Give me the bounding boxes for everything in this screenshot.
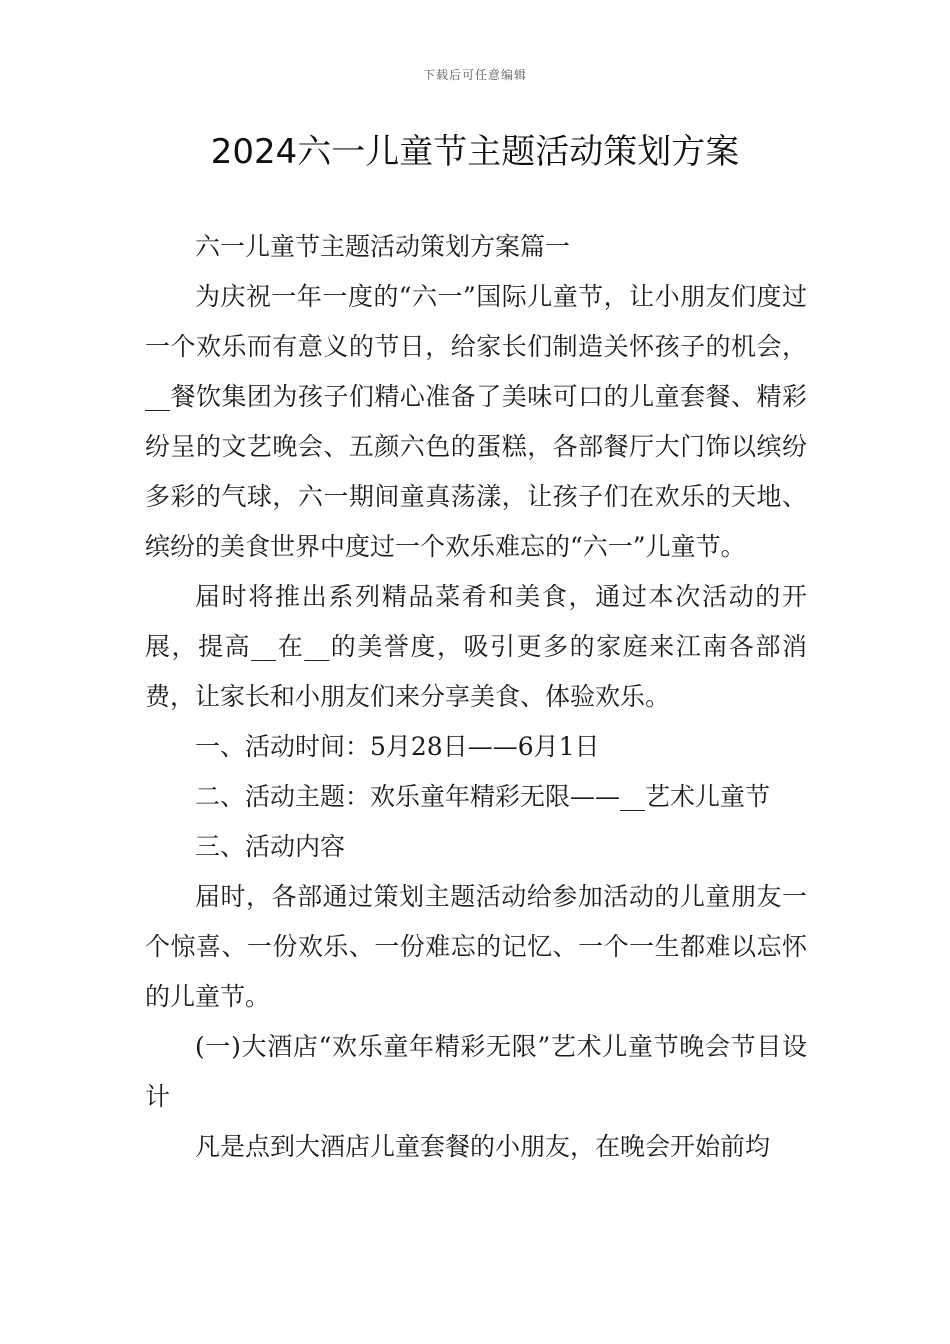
header-note: 下载后可任意编辑 [422,68,527,82]
activity-theme: 二、活动主题：欢乐童年精彩无限——__艺术儿童节 [195,782,771,811]
section-heading: 六一儿童节主题活动策划方案篇一 [195,232,571,261]
activity-content-heading: 三、活动内容 [195,832,346,861]
document-title: 2024六一儿童节主题活动策划方案 [210,132,740,172]
subsection-heading: (一)大酒店“欢乐童年精彩无限”艺术儿童节晚会节目设计 [145,1032,807,1111]
document-body [145,222,807,1172]
paragraph-intro: 为庆祝一年一度的“六一”国际儿童节，让小朋友们度过一个欢乐而有意义的节日，给家长们制造关怀孩子的机会，__餐饮集团为孩子们精心准备了美味可口的儿童套餐、精彩纷呈的文艺晚会、五颜六色的蛋糕，各部餐厅大门饰以缤纷多彩的气球，六一期间童真荡漾，让孩子们在欢乐的天地、缤纷的美食世界中度过一个欢乐难忘的“六一”儿童节。 [145,282,807,561]
activity-time: 一、活动时间：5月28日——6月1日 [195,732,600,761]
paragraph-content: 届时，各部通过策划主题活动给参加活动的儿童朋友一个惊喜、一份欢乐、一份难忘的记忆、一个一生都难以忘怀的儿童节。 [145,882,807,1011]
paragraph-promotion: 届时将推出系列精品菜肴和美食，通过本次活动的开展，提高__在__的美誉度，吸引更多的家庭来江南各部消费，让家长和小朋友们来分享美食、体验欢乐。 [145,582,807,711]
paragraph-partial: 凡是点到大酒店儿童套餐的小朋友，在晚会开始前均 [195,1132,771,1161]
